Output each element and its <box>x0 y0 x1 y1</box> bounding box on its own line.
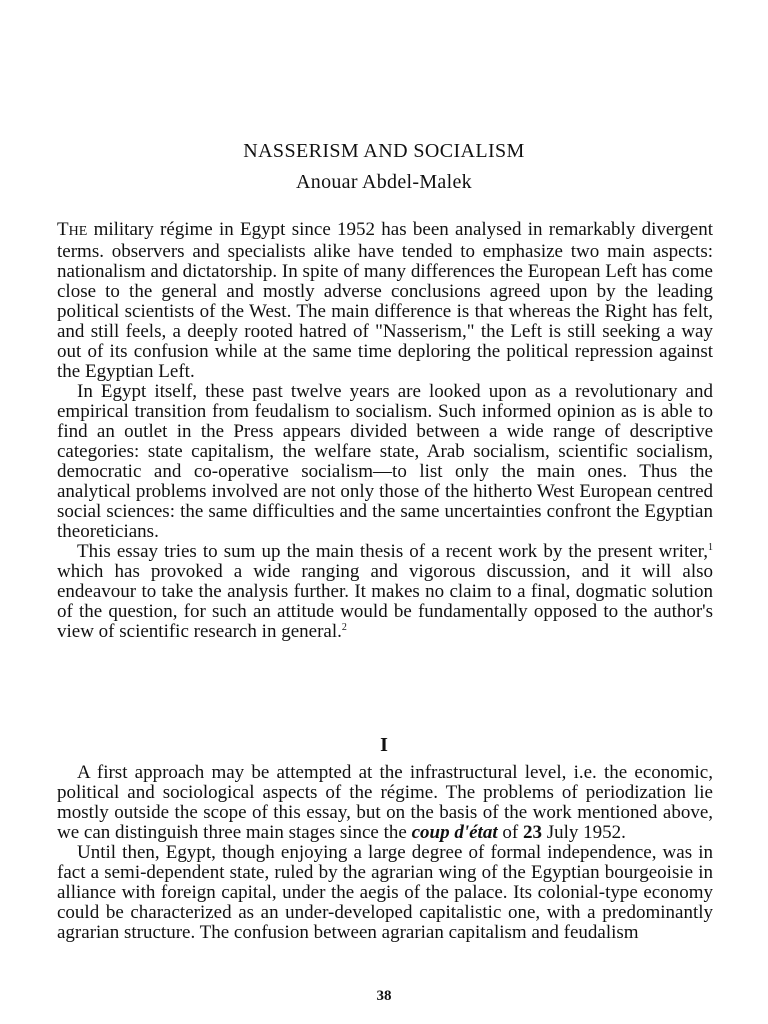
footnote-ref-1: 1 <box>708 542 713 553</box>
date-day: 23 <box>522 822 542 843</box>
paragraph-3-text-b: which has provoked a wide ranging and vigorous discussion, and it will also endeavour to take the analysis further. It makes no claim to a final, dogmatic solution of the question, for such an attitude would be fundamentally opposed to the author's view of scientific research in general. <box>57 561 713 642</box>
paragraph-3-text-a: This essay tries to sum up the main thesis of a recent work by the present writer, <box>77 541 708 562</box>
article-author: Anouar Abdel-Malek <box>296 171 472 193</box>
section-heading: I <box>380 734 388 756</box>
paragraph-4-text-a: A first approach may be attempted at the infrastructural level, i.e. the economic, political and sociological aspects of the régime. The problems of periodization lie mostly outside the scope of this essay, but on the basis of the work mentioned above, we can distinguish three main stages since the <box>57 762 713 843</box>
paragraph-2: In Egypt itself, these past twelve years are looked upon as a revolutionary and empirical transition from feudalism to socialism. Such informed opinion as is able to find an outlet in the Press appears divided between a wide range of descriptive categories: state capitalism, the welfare state, Arab socialism, scientific socialism, democratic and co-operative socialism—to list only the main ones. Thus the analytical problems involved are not only those of the hitherto West European centred social sciences: the same difficulties and the same uncertainties confront the Egyptian theoreticians. <box>57 381 713 542</box>
drop-letter: T <box>57 219 69 240</box>
paragraph-1 <box>57 220 713 382</box>
page-number: 38 <box>376 988 392 1004</box>
paragraph-1-text: military régime in Egypt since 1952 has been analysed in remarkably divergent terms. observers and specialists alike have tended to emphasize two main aspects: nationalism and dictatorship. In spite of many differences the European Left has come close to the general and mostly adverse conclusions agreed upon by the leading political scientists of the West. The main difference is that whereas the Right has felt, and still feels, a deeply rooted hatred of "Nasserism," the Left is still seeking a way out of its confusion while at the same time deploring the political repression against the Egyptian Left. <box>57 219 713 382</box>
intro-section <box>57 220 713 642</box>
paragraph-5: Until then, Egypt, though enjoying a large degree of formal independence, was in fact a semi-dependent state, ruled by the agrarian wing of the Egyptian bourgeoisie in alliance with foreign capital, under the aegis of the palace. Its colonial-type economy could be characterized as an under-developed capitalistic one, with a predominantly agrarian structure. The confusion between agrarian capitalism and feudalism <box>57 842 713 943</box>
paragraph-4-text-c: July 1952. <box>541 822 626 843</box>
small-caps: HE <box>68 224 88 239</box>
paragraph-4-text-b: of <box>497 822 523 843</box>
section-1 <box>57 763 713 943</box>
article-title: NASSERISM AND SOCIALISM <box>243 140 525 162</box>
coup-detat: coup d'état <box>411 822 498 843</box>
paragraph-3 <box>57 542 713 642</box>
paragraph-4 <box>57 763 713 843</box>
footnote-ref-2: 2 <box>341 622 347 633</box>
